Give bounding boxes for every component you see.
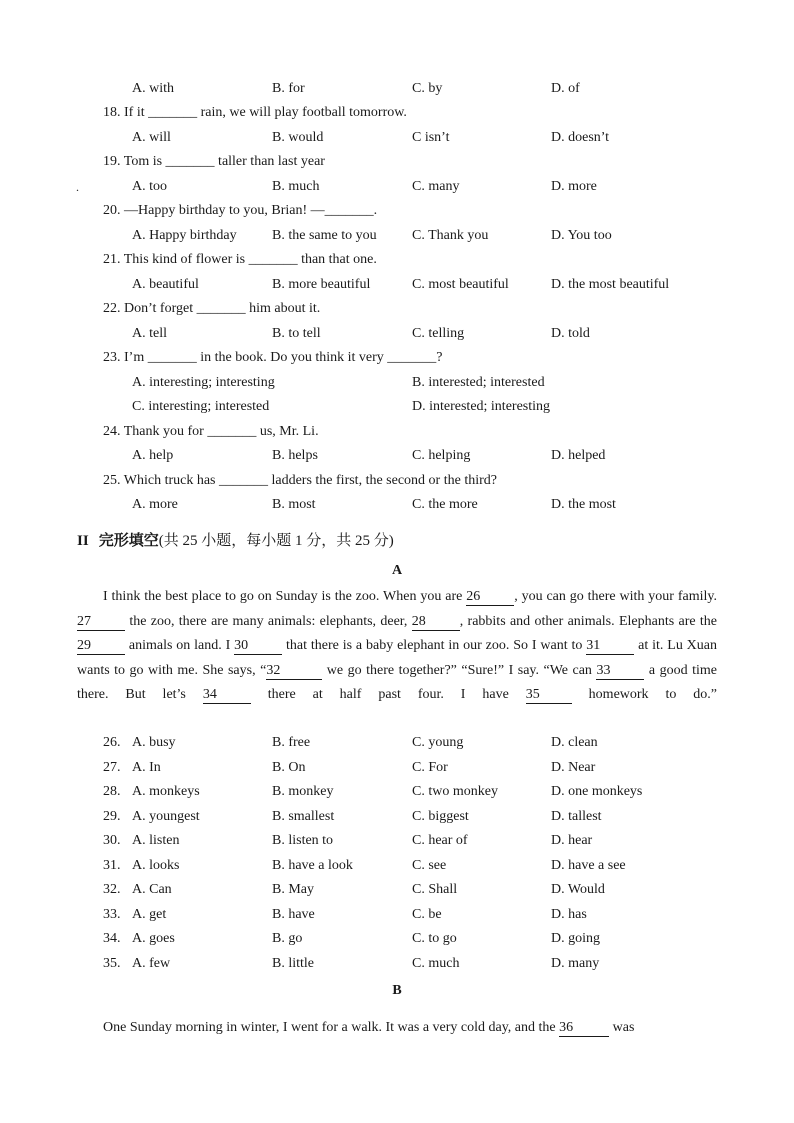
question-number: 27.: [103, 759, 121, 775]
section-number: II: [77, 533, 89, 549]
question-options: [0, 397, 794, 417]
option-a: A. too: [132, 178, 167, 194]
passage-segment: we go there together?” “Sure!” I say. “We can: [322, 662, 597, 678]
question-options: [0, 275, 794, 295]
option-b: B. May: [272, 882, 314, 897]
blank-28: 28: [412, 614, 460, 631]
option-c: C. by: [412, 81, 443, 96]
option-c: C. to go: [412, 931, 457, 946]
option-c: C. Thank you: [412, 227, 489, 243]
option-d: D. tallest: [551, 808, 602, 824]
option-b: B. more beautiful: [272, 276, 371, 292]
question-number: 26.: [103, 735, 121, 750]
question-options: [0, 128, 794, 148]
option-d: D. have a see: [551, 857, 626, 873]
passage-segment: that there is a baby elephant in our zoo. So I want to: [282, 638, 587, 653]
blank-34: 34: [203, 687, 251, 704]
option-b: B. listen to: [272, 833, 334, 848]
section-note: (共 25 小题，每小题 1 分，共 25 分): [158, 533, 394, 549]
option-b: B. monkey: [272, 784, 334, 799]
question-text: 19. Tom is _______ taller than last year: [103, 154, 325, 169]
blank-29: 29: [77, 638, 125, 655]
option-d: D. the most: [551, 497, 616, 512]
question-number: 31.: [103, 857, 121, 873]
question-options: [0, 495, 794, 515]
option-d: D. clean: [551, 735, 598, 750]
passage-segment: , you can go there with your family.: [514, 589, 717, 604]
section-title: 完形填空: [98, 531, 159, 549]
passage-segment: One Sunday morning in winter, I went for a walk. It was a very cold day, and the: [103, 1020, 560, 1035]
option-a: A. with: [132, 81, 174, 96]
option-d: D. one monkeys: [551, 784, 643, 799]
option-a: A. more: [132, 497, 178, 512]
option-b: B. little: [272, 955, 314, 971]
section-heading: [77, 529, 394, 550]
question-options: [0, 226, 794, 246]
question-stem: [0, 103, 794, 123]
passage-segment: was: [609, 1020, 635, 1035]
passage-segment: the zoo, there are many animals: elephants, deer,: [125, 613, 412, 629]
blank-31: 31: [586, 638, 634, 655]
passage-segment: a good time there. But let’s: [77, 662, 718, 702]
option-a: A. busy: [132, 735, 176, 750]
blank-33: 33: [596, 663, 644, 680]
question-number: 29.: [103, 808, 121, 824]
question-17-options: [0, 79, 794, 99]
cloze-question-row: [0, 929, 794, 949]
option-d: D. doesn’t: [551, 129, 610, 145]
option-c: C. young: [412, 735, 464, 750]
passage-segment: animals on land. I: [125, 638, 235, 653]
passage-segment: homework to do.”: [571, 687, 717, 702]
option-b: B. interested; interested: [412, 374, 545, 390]
question-options: [0, 373, 794, 393]
option-b: B. helps: [272, 448, 318, 463]
option-b: B. have: [272, 906, 315, 922]
option-b: B. the same to you: [272, 227, 377, 243]
passage-segment: , rabbits and other animals. Elephants are the: [459, 613, 717, 629]
option-a: A. Happy birthday: [132, 227, 237, 243]
question-stem: [0, 348, 794, 368]
question-options: [0, 324, 794, 344]
blank-35: 35: [526, 687, 572, 704]
cloze-question-row: [0, 856, 794, 876]
question-options: [0, 446, 794, 466]
option-a: A. interesting; interesting: [132, 374, 275, 390]
option-d: D. more: [551, 178, 597, 194]
option-d: D. many: [551, 955, 600, 971]
option-d: D. the most beautiful: [551, 276, 670, 292]
option-c: C. be: [412, 906, 442, 922]
blank-30: 30: [234, 638, 282, 655]
question-stem: [0, 250, 794, 270]
blank-32: 32: [266, 663, 322, 680]
option-d: D. You too: [551, 227, 612, 243]
question-stem: [0, 201, 794, 221]
option-c: C. two monkey: [412, 784, 498, 799]
option-b: B. most: [272, 497, 316, 512]
option-c: C. the more: [412, 497, 478, 512]
question-number: 34.: [103, 931, 121, 946]
passage-a-text: [77, 585, 717, 708]
blank-26: 26: [466, 589, 514, 606]
option-b: B. On: [272, 759, 306, 775]
cloze-question-row: [0, 807, 794, 827]
margin-mark: .: [76, 180, 79, 194]
question-stem: [0, 152, 794, 172]
passage-a-heading: A: [391, 563, 403, 578]
option-a: A. monkeys: [132, 784, 200, 799]
question-number: 33.: [103, 906, 121, 922]
option-c: C. biggest: [412, 808, 469, 824]
question-number: 30.: [103, 833, 121, 848]
passage-segment: at it. Lu Xuan wants to go with me. She says, “: [77, 638, 718, 678]
question-options: [0, 177, 794, 197]
option-c: C. helping: [412, 448, 471, 463]
passage-b-heading: B: [392, 983, 402, 998]
option-b: B. have a look: [272, 857, 353, 873]
question-number: 28.: [103, 784, 121, 799]
option-a: A. listen: [132, 833, 180, 848]
blank-36: 36: [559, 1020, 609, 1037]
cloze-question-row: [0, 905, 794, 925]
option-d: D. helped: [551, 448, 606, 463]
option-b: B. much: [272, 178, 320, 194]
option-d: D. has: [551, 906, 587, 922]
option-a: A. youngest: [132, 808, 200, 824]
question-stem: [0, 422, 794, 442]
option-a: A. In: [132, 759, 161, 775]
option-c: C. interesting; interested: [132, 399, 270, 414]
option-c: C. most beautiful: [412, 276, 509, 292]
question-stem: [0, 299, 794, 319]
question-text: 20. —Happy birthday to you, Brian! —_______.: [103, 203, 378, 218]
cloze-question-row: [0, 831, 794, 851]
option-b: B. to tell: [272, 325, 321, 341]
option-a: A. Can: [132, 882, 172, 897]
option-a: A. tell: [132, 325, 167, 341]
option-c: C. see: [412, 857, 447, 873]
passage-segment: I think the best place to go on Sunday is the zoo. When you are: [103, 589, 467, 604]
blank-27: 27: [77, 614, 125, 631]
question-text: 22. Don’t forget _______ him about it.: [103, 301, 321, 316]
option-d: D. of: [551, 81, 580, 96]
option-c: C. telling: [412, 325, 465, 341]
question-number: 32.: [103, 882, 121, 897]
cloze-question-row: [0, 782, 794, 802]
option-c: C. For: [412, 759, 448, 775]
question-text: 23. I’m _______ in the book. Do you think it very _______?: [103, 350, 443, 365]
option-c: C isn’t: [412, 129, 450, 145]
option-a: A. goes: [132, 931, 175, 946]
cloze-question-row: [0, 758, 794, 778]
option-c: C. many: [412, 178, 460, 194]
option-b: B. go: [272, 931, 303, 946]
cloze-question-row: [0, 733, 794, 753]
option-c: C. much: [412, 955, 460, 971]
option-d: D. hear: [551, 833, 593, 848]
question-text: 25. Which truck has _______ ladders the first, the second or the third?: [103, 472, 497, 488]
cloze-question-row: [0, 954, 794, 974]
question-text: 18. If it _______ rain, we will play football tomorrow.: [103, 105, 407, 120]
option-b: B. smallest: [272, 808, 335, 824]
option-a: A. beautiful: [132, 276, 199, 292]
option-a: A. help: [132, 448, 174, 463]
question-number: 35.: [103, 955, 121, 971]
option-a: A. get: [132, 906, 167, 922]
option-d: D. Near: [551, 759, 596, 775]
option-d: D. going: [551, 931, 600, 946]
option-a: A. few: [132, 955, 171, 971]
option-a: A. will: [132, 129, 171, 145]
option-b: B. for: [272, 81, 305, 96]
option-b: B. would: [272, 129, 324, 145]
question-text: 24. Thank you for _______ us, Mr. Li.: [103, 423, 319, 439]
question-text: 21. This kind of flower is _______ than that one.: [103, 252, 377, 267]
option-a: A. looks: [132, 857, 180, 873]
passage-b-text: [77, 1016, 717, 1041]
option-d: D. interested; interesting: [412, 399, 551, 414]
option-c: C. hear of: [412, 833, 468, 848]
option-b: B. free: [272, 735, 311, 750]
option-c: C. Shall: [412, 882, 458, 897]
question-stem: [0, 471, 794, 491]
passage-segment: there at half past four. I have: [250, 687, 526, 702]
option-d: D. Would: [551, 882, 605, 897]
option-d: D. told: [551, 325, 590, 341]
cloze-question-row: [0, 880, 794, 900]
